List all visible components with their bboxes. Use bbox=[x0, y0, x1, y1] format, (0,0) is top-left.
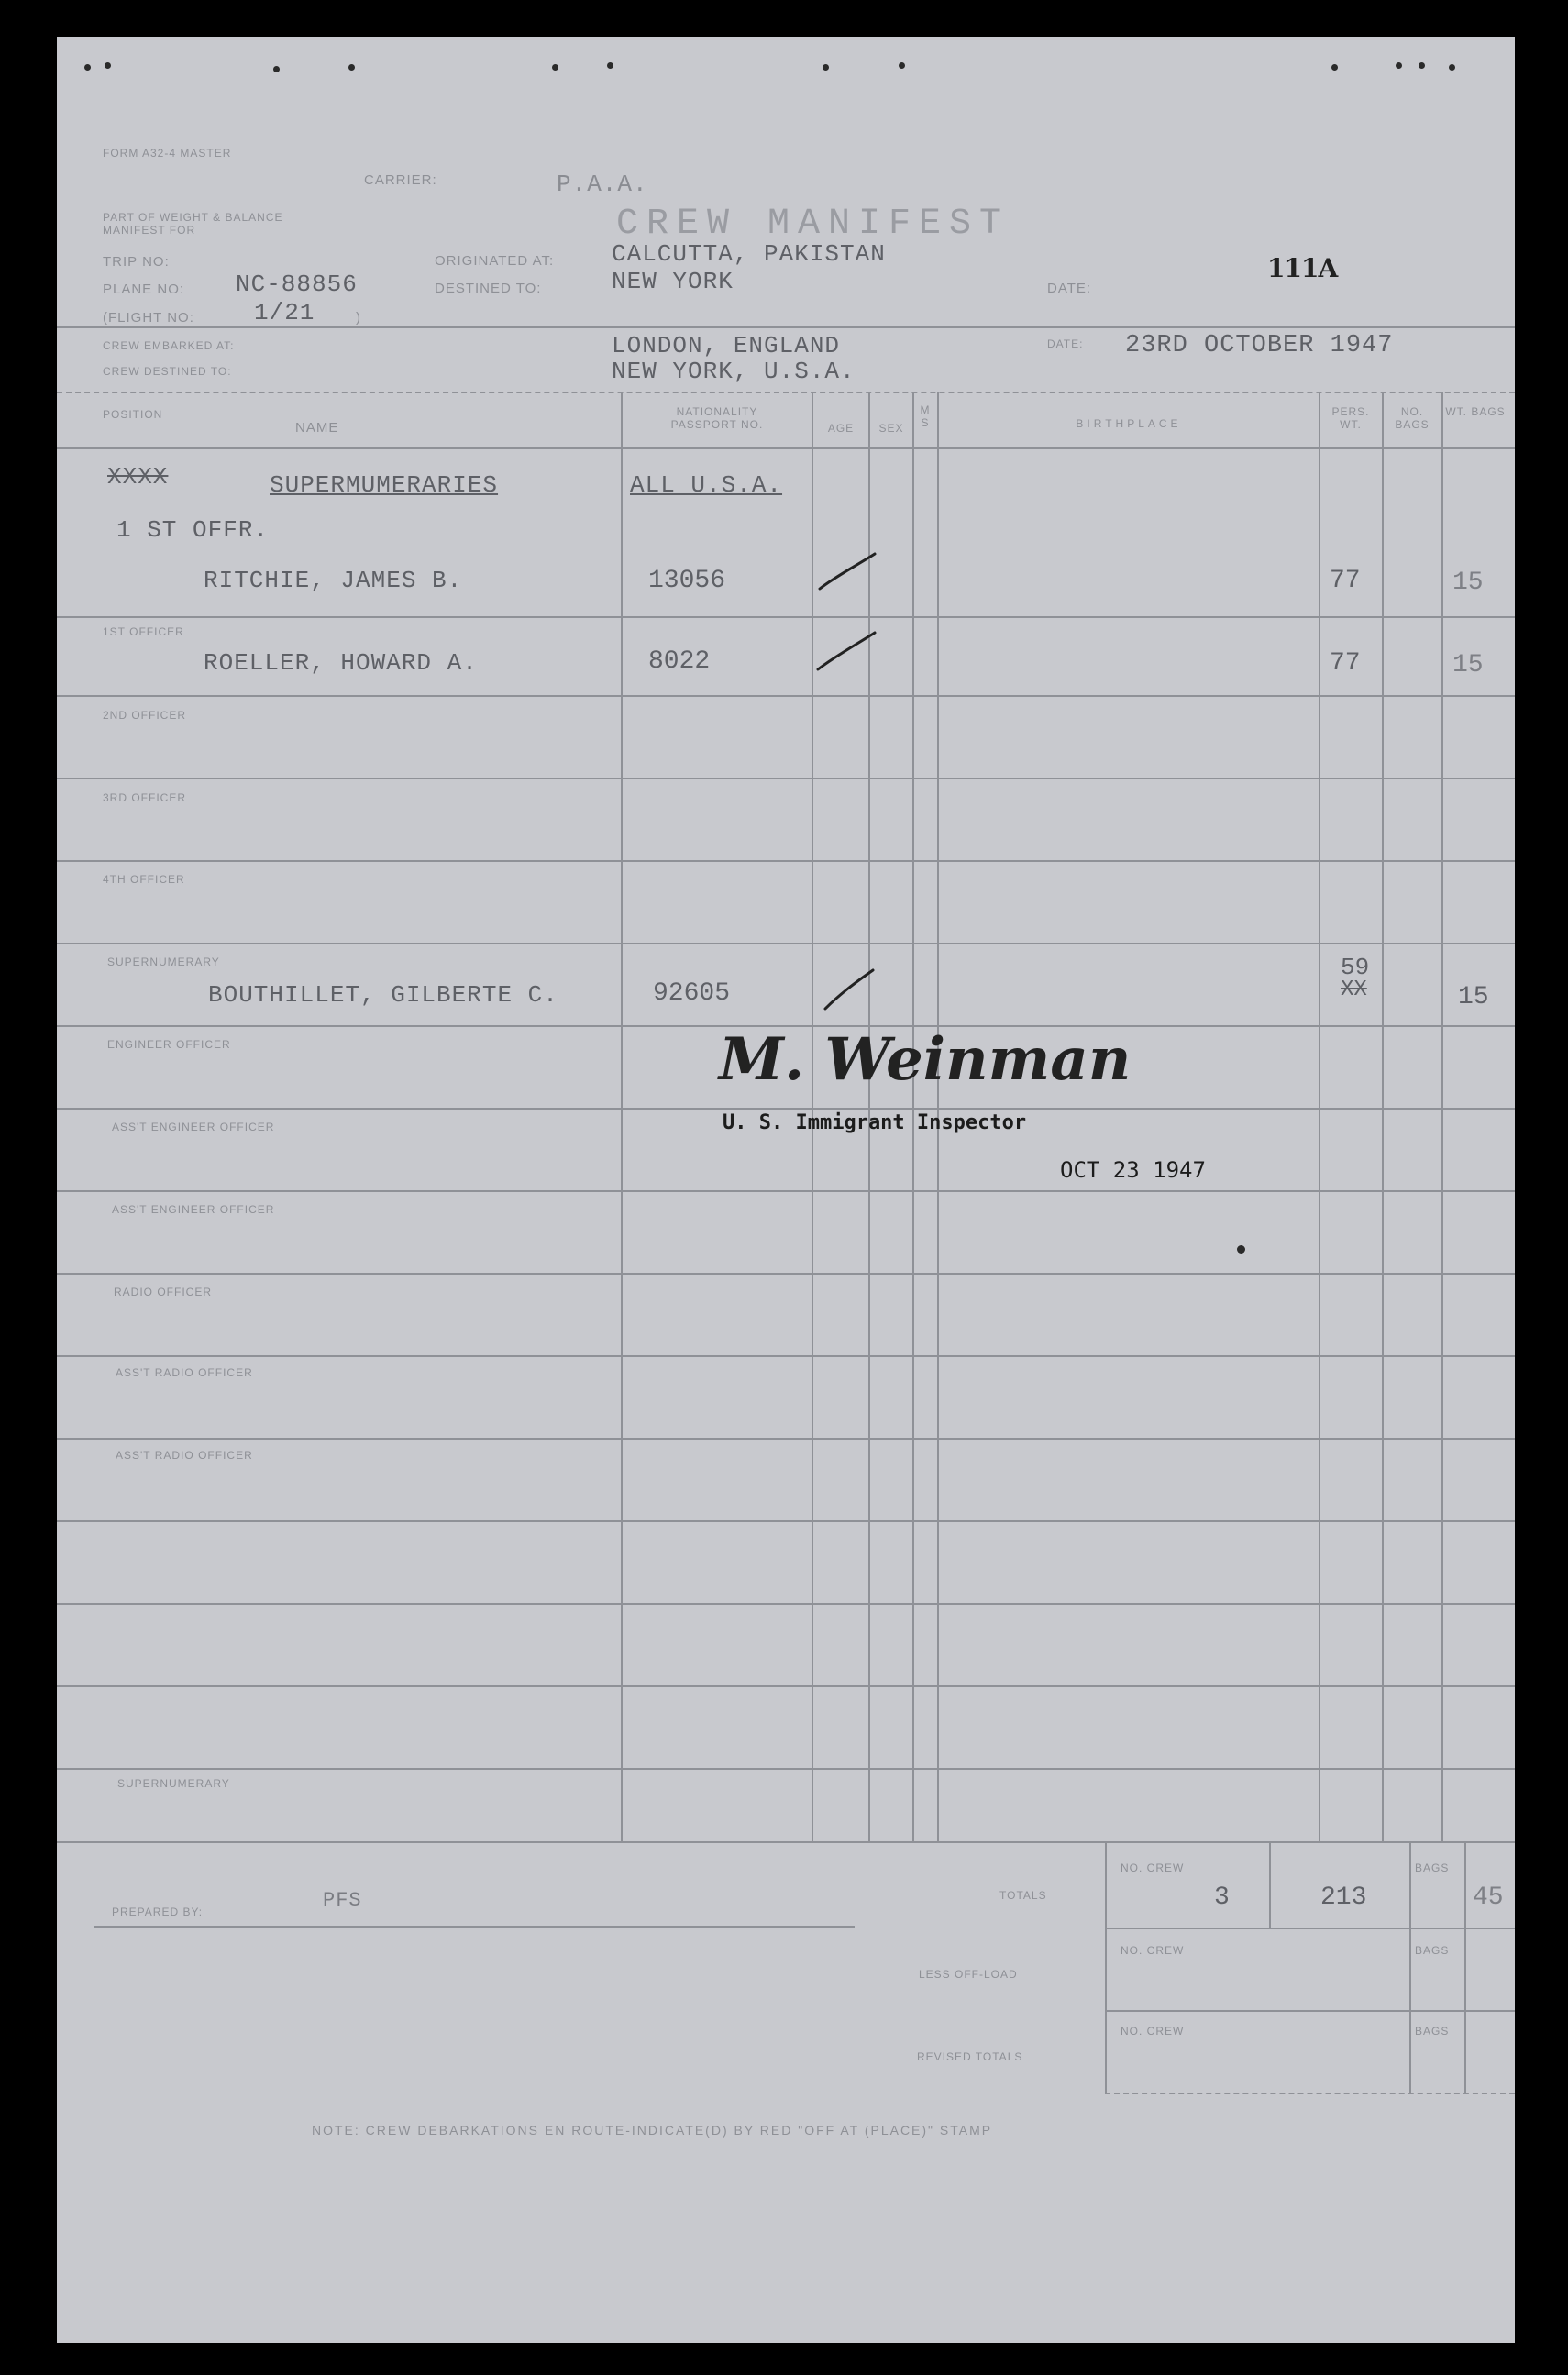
crew-embarked-value: LONDON, ENGLAND bbox=[612, 332, 841, 359]
pers-wt-ritchie: 77 bbox=[1330, 567, 1361, 595]
manifest-date: 23RD OCTOBER 1947 bbox=[1125, 332, 1394, 359]
radio-officer-label: RADIO OFFICER bbox=[114, 1286, 213, 1298]
footer-note: NOTE: CREW DEBARKATIONS EN ROUTE-INDICATE(D) BY RED "OFF AT (PLACE)" STAMP bbox=[312, 2123, 993, 2138]
row-rule bbox=[57, 1190, 1515, 1192]
row-rule bbox=[57, 778, 1515, 779]
age-checkmarks bbox=[809, 532, 882, 1045]
totals-rule bbox=[1105, 1843, 1107, 2093]
pers-wt-header: PERS. WT. bbox=[1331, 405, 1370, 431]
fourth-officer-label: 4TH OFFICER bbox=[103, 873, 185, 886]
crew-destined-value: NEW YORK, U.S.A. bbox=[612, 358, 856, 385]
row-rule bbox=[57, 616, 1515, 618]
page-mark: 111A bbox=[1267, 253, 1338, 283]
asst-engineer-label-2: ASS'T ENGINEER OFFICER bbox=[112, 1203, 275, 1216]
scan-speck bbox=[823, 64, 829, 71]
asst-radio-label-1: ASS'T RADIO OFFICER bbox=[116, 1366, 253, 1379]
row-rule bbox=[57, 1108, 1515, 1110]
passport-roeller: 8022 bbox=[648, 647, 711, 676]
header-divider-2 bbox=[57, 392, 1515, 393]
date-label-1: DATE: bbox=[1047, 281, 1092, 296]
struck-xxxx: XXXX bbox=[107, 463, 169, 491]
prepared-by-value: PFS bbox=[323, 1889, 362, 1912]
nationality-all-usa: ALL U.S.A. bbox=[630, 471, 783, 499]
engineer-officer-label: ENGINEER OFFICER bbox=[107, 1038, 231, 1051]
age-header: AGE bbox=[827, 422, 855, 435]
carrier-value: P.A.A. bbox=[557, 171, 648, 198]
inspector-date: OCT 23 1947 bbox=[1060, 1157, 1206, 1183]
destined-label: DESTINED TO: bbox=[435, 281, 542, 296]
inspector-title: U. S. Immigrant Inspector bbox=[723, 1111, 1027, 1134]
prepared-by-label: PREPARED BY: bbox=[112, 1906, 204, 1918]
scan-speck bbox=[1331, 64, 1338, 71]
col-rule bbox=[1441, 392, 1443, 1841]
bags-total: 45 bbox=[1473, 1883, 1504, 1912]
crew-embarked-label: CREW EMBARKED AT: bbox=[103, 339, 235, 352]
destined-value: NEW YORK bbox=[612, 268, 734, 295]
originated-label: ORIGINATED AT: bbox=[435, 253, 555, 269]
nationality-header: NATIONALITY PASSPORT NO. bbox=[670, 405, 764, 431]
inspector-signature: M. Weinman bbox=[719, 1025, 1132, 1094]
bags-label: BAGS bbox=[1415, 1944, 1450, 1957]
crew-destined-label: CREW DESTINED TO: bbox=[103, 365, 232, 378]
part-of-label-1: PART OF WEIGHT & BALANCE bbox=[103, 211, 283, 224]
totals-rule bbox=[1105, 2010, 1515, 2012]
trip-label: TRIP NO: bbox=[103, 254, 170, 270]
supernumeraries-heading: SUPERMUMERARIES bbox=[270, 471, 499, 499]
row-rule bbox=[57, 1768, 1515, 1770]
checkmark bbox=[820, 554, 875, 589]
total-weight: 213 bbox=[1320, 1883, 1367, 1912]
scan-speck bbox=[1237, 1245, 1245, 1254]
crew-name-roeller: ROELLER, HOWARD A. bbox=[204, 649, 478, 677]
flight-label: (FLIGHT NO: bbox=[103, 310, 194, 326]
scan-speck bbox=[1419, 62, 1425, 69]
revised-totals-label: REVISED TOTALS bbox=[917, 2050, 1023, 2063]
carrier-label: CARRIER: bbox=[364, 172, 437, 188]
flight-number: 1/21 bbox=[254, 299, 315, 326]
col-rule bbox=[1382, 392, 1384, 1841]
pers-wt-bouthillet-struck: XX bbox=[1341, 978, 1367, 1002]
third-officer-label: 3RD OFFICER bbox=[103, 791, 187, 804]
crew-name-ritchie: RITCHIE, JAMES B. bbox=[204, 567, 463, 594]
totals-rule bbox=[1409, 1843, 1411, 2093]
supernumerary-bottom-label: SUPERNUMERARY bbox=[117, 1777, 230, 1790]
wt-bags-ritchie: 15 bbox=[1452, 569, 1484, 597]
position-header: POSITION bbox=[103, 408, 163, 421]
passport-ritchie: 13056 bbox=[648, 567, 726, 595]
wt-bags-bouthillet: 15 bbox=[1458, 983, 1489, 1011]
row-rule bbox=[57, 1273, 1515, 1275]
originated-value: CALCUTTA, PAKISTAN bbox=[612, 240, 886, 268]
header-divider bbox=[57, 326, 1515, 328]
bags-label: BAGS bbox=[1415, 2025, 1450, 2038]
no-crew-label: NO. CREW bbox=[1121, 1944, 1185, 1957]
crew-name-bouthillet: BOUTHILLET, GILBERTE C. bbox=[208, 981, 558, 1009]
manifest-sheet bbox=[57, 37, 1515, 2343]
totals-label: TOTALS bbox=[999, 1889, 1047, 1902]
checkmark bbox=[825, 970, 873, 1009]
crew-count: 3 bbox=[1214, 1883, 1230, 1912]
part-of-label-2: MANIFEST FOR bbox=[103, 224, 196, 237]
wt-bags-roeller: 15 bbox=[1452, 651, 1484, 679]
pers-wt-roeller: 77 bbox=[1330, 649, 1361, 678]
scan-speck bbox=[552, 64, 558, 71]
totals-rule bbox=[1105, 1928, 1515, 1929]
bags-label: BAGS bbox=[1415, 1861, 1450, 1874]
scan-speck bbox=[273, 66, 280, 72]
plane-number: NC-88856 bbox=[236, 271, 358, 298]
no-crew-label: NO. CREW bbox=[1121, 2025, 1185, 2038]
table-bottom-rule bbox=[57, 1841, 1515, 1843]
row-rule bbox=[57, 860, 1515, 862]
scan-speck bbox=[899, 62, 905, 69]
flight-label-close: ) bbox=[356, 310, 361, 326]
name-header: NAME bbox=[295, 420, 339, 436]
first-officer-label: 1ST OFFICER bbox=[103, 625, 184, 638]
row-rule bbox=[57, 1685, 1515, 1687]
table-header-rule bbox=[57, 447, 1515, 449]
col-rule bbox=[1319, 392, 1320, 1841]
totals-rule bbox=[1105, 2093, 1515, 2094]
row-rule bbox=[57, 1520, 1515, 1522]
ms-header: M S bbox=[920, 403, 931, 429]
scan-speck bbox=[607, 62, 613, 69]
passport-bouthillet: 92605 bbox=[653, 979, 731, 1008]
asst-radio-label-2: ASS'T RADIO OFFICER bbox=[116, 1449, 253, 1462]
wt-bags-header: WT. BAGS bbox=[1445, 405, 1506, 418]
supernumerary-label: SUPERNUMERARY bbox=[107, 956, 220, 968]
scan-speck bbox=[84, 64, 91, 71]
row-rule bbox=[57, 1438, 1515, 1440]
row-rule bbox=[57, 943, 1515, 944]
form-title: CREW MANIFEST bbox=[616, 204, 1010, 245]
form-number: FORM A32-4 MASTER bbox=[103, 147, 232, 160]
totals-rule bbox=[1464, 1843, 1466, 2093]
pers-wt-bouthillet: 59 bbox=[1341, 954, 1370, 981]
scan-speck bbox=[348, 64, 355, 71]
sex-header: SEX bbox=[878, 422, 904, 435]
row-rule bbox=[57, 1355, 1515, 1357]
totals-rule bbox=[1269, 1843, 1271, 1928]
birthplace-header: BIRTHPLACE bbox=[1076, 417, 1182, 430]
scan-speck bbox=[1449, 64, 1455, 71]
first-offr-label: 1 ST OFFR. bbox=[116, 516, 270, 544]
row-rule bbox=[57, 1603, 1515, 1605]
checkmark bbox=[818, 633, 875, 669]
no-bags-header: NO. BAGS bbox=[1395, 405, 1430, 431]
less-offload-label: LESS OFF-LOAD bbox=[919, 1968, 1018, 1981]
plane-label: PLANE NO: bbox=[103, 282, 185, 297]
prepared-by-rule bbox=[94, 1926, 855, 1928]
row-rule bbox=[57, 695, 1515, 697]
scan-speck bbox=[1396, 62, 1402, 69]
scan-speck bbox=[105, 62, 111, 69]
second-officer-label: 2ND OFFICER bbox=[103, 709, 187, 722]
no-crew-label: NO. CREW bbox=[1121, 1861, 1185, 1874]
col-rule bbox=[621, 392, 623, 1841]
asst-engineer-label-1: ASS'T ENGINEER OFFICER bbox=[112, 1121, 275, 1133]
date-label-2: DATE: bbox=[1047, 337, 1084, 350]
